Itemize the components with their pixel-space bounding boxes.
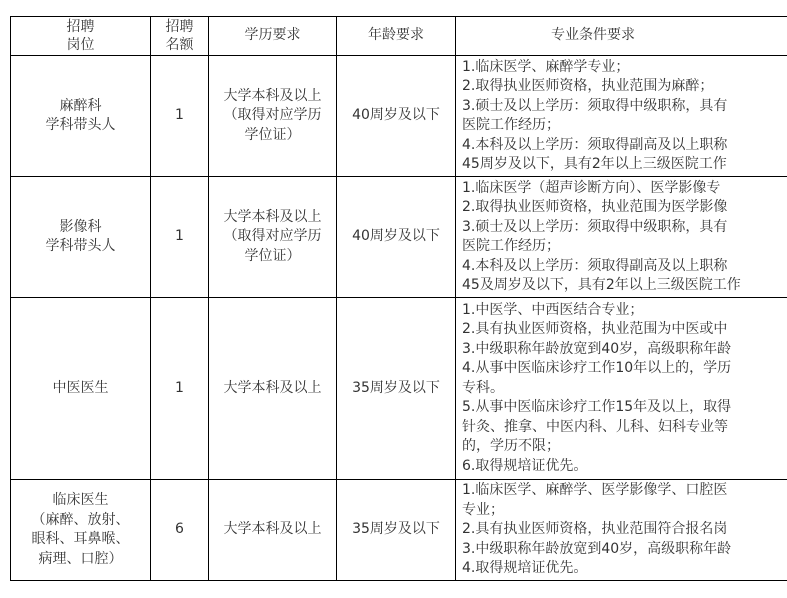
row-education bbox=[209, 480, 337, 581]
row-conditions bbox=[456, 177, 787, 298]
condition-line: 4.本科及以上学历：须取得副高及以上职称 bbox=[462, 257, 728, 274]
row-count: 1 bbox=[151, 298, 209, 480]
condition-line: 1.临床医学（超声诊断方向）、医学影像专 bbox=[462, 179, 721, 196]
education-line: 学位证） bbox=[244, 126, 301, 143]
condition-line: 1.临床医学、麻醉学、医学影像学、口腔医 bbox=[462, 482, 728, 499]
condition-line: 专业； bbox=[462, 501, 504, 518]
position-line: 学科带头人 bbox=[45, 117, 116, 133]
condition-line: 45及周岁及以下，具有2年以上三级医院工作 bbox=[462, 277, 741, 293]
position-line: 眼科、耳鼻喉、 bbox=[31, 531, 130, 547]
education-line: 学位证） bbox=[244, 247, 301, 264]
condition-line: 1.临床医学、麻醉学专业； bbox=[462, 58, 630, 75]
row-position bbox=[11, 298, 151, 480]
position-line: 影像科 bbox=[59, 218, 102, 235]
table-row bbox=[11, 56, 787, 177]
position-line: 麻醉科 bbox=[59, 97, 102, 114]
condition-line: 3.中级职称年龄放宽到40岁，高级职称年龄 bbox=[462, 540, 732, 557]
position-line: 病理、口腔） bbox=[38, 550, 123, 567]
education-line: （取得对应学历 bbox=[223, 228, 322, 245]
condition-line: 3.硕士及以上学历：须取得中级职称，具有 bbox=[462, 97, 728, 114]
table-header-row bbox=[11, 17, 787, 56]
header-conditions-text: 专业条件要求 bbox=[551, 27, 635, 44]
education-line: 大学本科及以上 bbox=[223, 521, 322, 538]
header-position-line1: 招聘 bbox=[66, 19, 95, 35]
table-row bbox=[11, 177, 787, 298]
condition-line: 针灸、推拿、中医内科、儿科、妇科专业等 bbox=[462, 418, 728, 435]
header-count-line1: 招聘 bbox=[165, 19, 194, 35]
condition-line: 2.具有执业医师资格，执业范围符合报名岗 bbox=[462, 521, 728, 538]
row-age: 40周岁及以下 bbox=[337, 177, 456, 298]
header-age: 年龄要求 bbox=[337, 17, 456, 56]
position-line: 临床医生 bbox=[52, 492, 109, 508]
recruitment-table bbox=[10, 16, 787, 581]
row-education bbox=[209, 298, 337, 480]
condition-line: 专科。 bbox=[462, 379, 504, 396]
position-line: 学科带头人 bbox=[45, 238, 116, 254]
table-row bbox=[11, 298, 787, 480]
condition-line: 医院工作经历； bbox=[462, 238, 560, 254]
row-age: 35周岁及以下 bbox=[337, 480, 456, 581]
row-position bbox=[11, 480, 151, 581]
education-line: 大学本科及以上 bbox=[223, 379, 322, 396]
condition-line: 1.中医学、中西医结合专业； bbox=[462, 301, 644, 318]
row-age: 40周岁及以下 bbox=[337, 56, 456, 177]
condition-line: 2.具有执业医师资格，执业范围为中医或中 bbox=[462, 321, 728, 338]
education-line: 大学本科及以上 bbox=[223, 208, 322, 225]
condition-line: 45周岁及以下，具有2年以上三级医院工作 bbox=[462, 156, 727, 172]
row-conditions bbox=[456, 56, 787, 177]
header-conditions bbox=[456, 17, 787, 56]
row-count: 1 bbox=[151, 56, 209, 177]
condition-line: 2.取得执业医师资格，执业范围为医学影像 bbox=[462, 199, 728, 215]
education-line: 大学本科及以上 bbox=[223, 87, 322, 104]
table-row bbox=[11, 480, 787, 581]
position-line: （麻醉、放射、 bbox=[31, 511, 130, 528]
row-position bbox=[11, 177, 151, 298]
condition-line: 3.硕士及以上学历：须取得中级职称，具有 bbox=[462, 218, 728, 235]
row-conditions bbox=[456, 480, 787, 581]
header-position-line2: 岗位 bbox=[66, 37, 95, 53]
condition-line: 4.取得规培证优先。 bbox=[462, 560, 588, 577]
condition-line: 3.中级职称年龄放宽到40岁，高级职称年龄 bbox=[462, 340, 732, 357]
row-conditions bbox=[456, 298, 787, 480]
row-education bbox=[209, 177, 337, 298]
row-count: 6 bbox=[151, 480, 209, 581]
condition-line: 的，学历不限； bbox=[462, 438, 560, 455]
condition-line: 医院工作经历； bbox=[462, 117, 560, 133]
condition-line: 6.取得规培证优先。 bbox=[462, 457, 588, 474]
header-count bbox=[151, 17, 209, 56]
header-position bbox=[11, 17, 151, 56]
condition-line: 2.取得执业医师资格，执业范围为麻醉； bbox=[462, 78, 714, 94]
row-education bbox=[209, 56, 337, 177]
position-line: 中医医生 bbox=[52, 379, 109, 396]
condition-line: 5.从事中医临床诊疗工作15年及以上，取得 bbox=[462, 399, 732, 416]
condition-line: 4.从事中医临床诊疗工作10年以上的，学历 bbox=[462, 360, 732, 377]
header-education: 学历要求 bbox=[209, 17, 337, 56]
condition-line: 4.本科及以上学历：须取得副高及以上职称 bbox=[462, 136, 728, 153]
row-count: 1 bbox=[151, 177, 209, 298]
row-position bbox=[11, 56, 151, 177]
row-age: 35周岁及以下 bbox=[337, 298, 456, 480]
education-line: （取得对应学历 bbox=[223, 107, 322, 124]
header-count-line2: 名额 bbox=[165, 37, 194, 53]
